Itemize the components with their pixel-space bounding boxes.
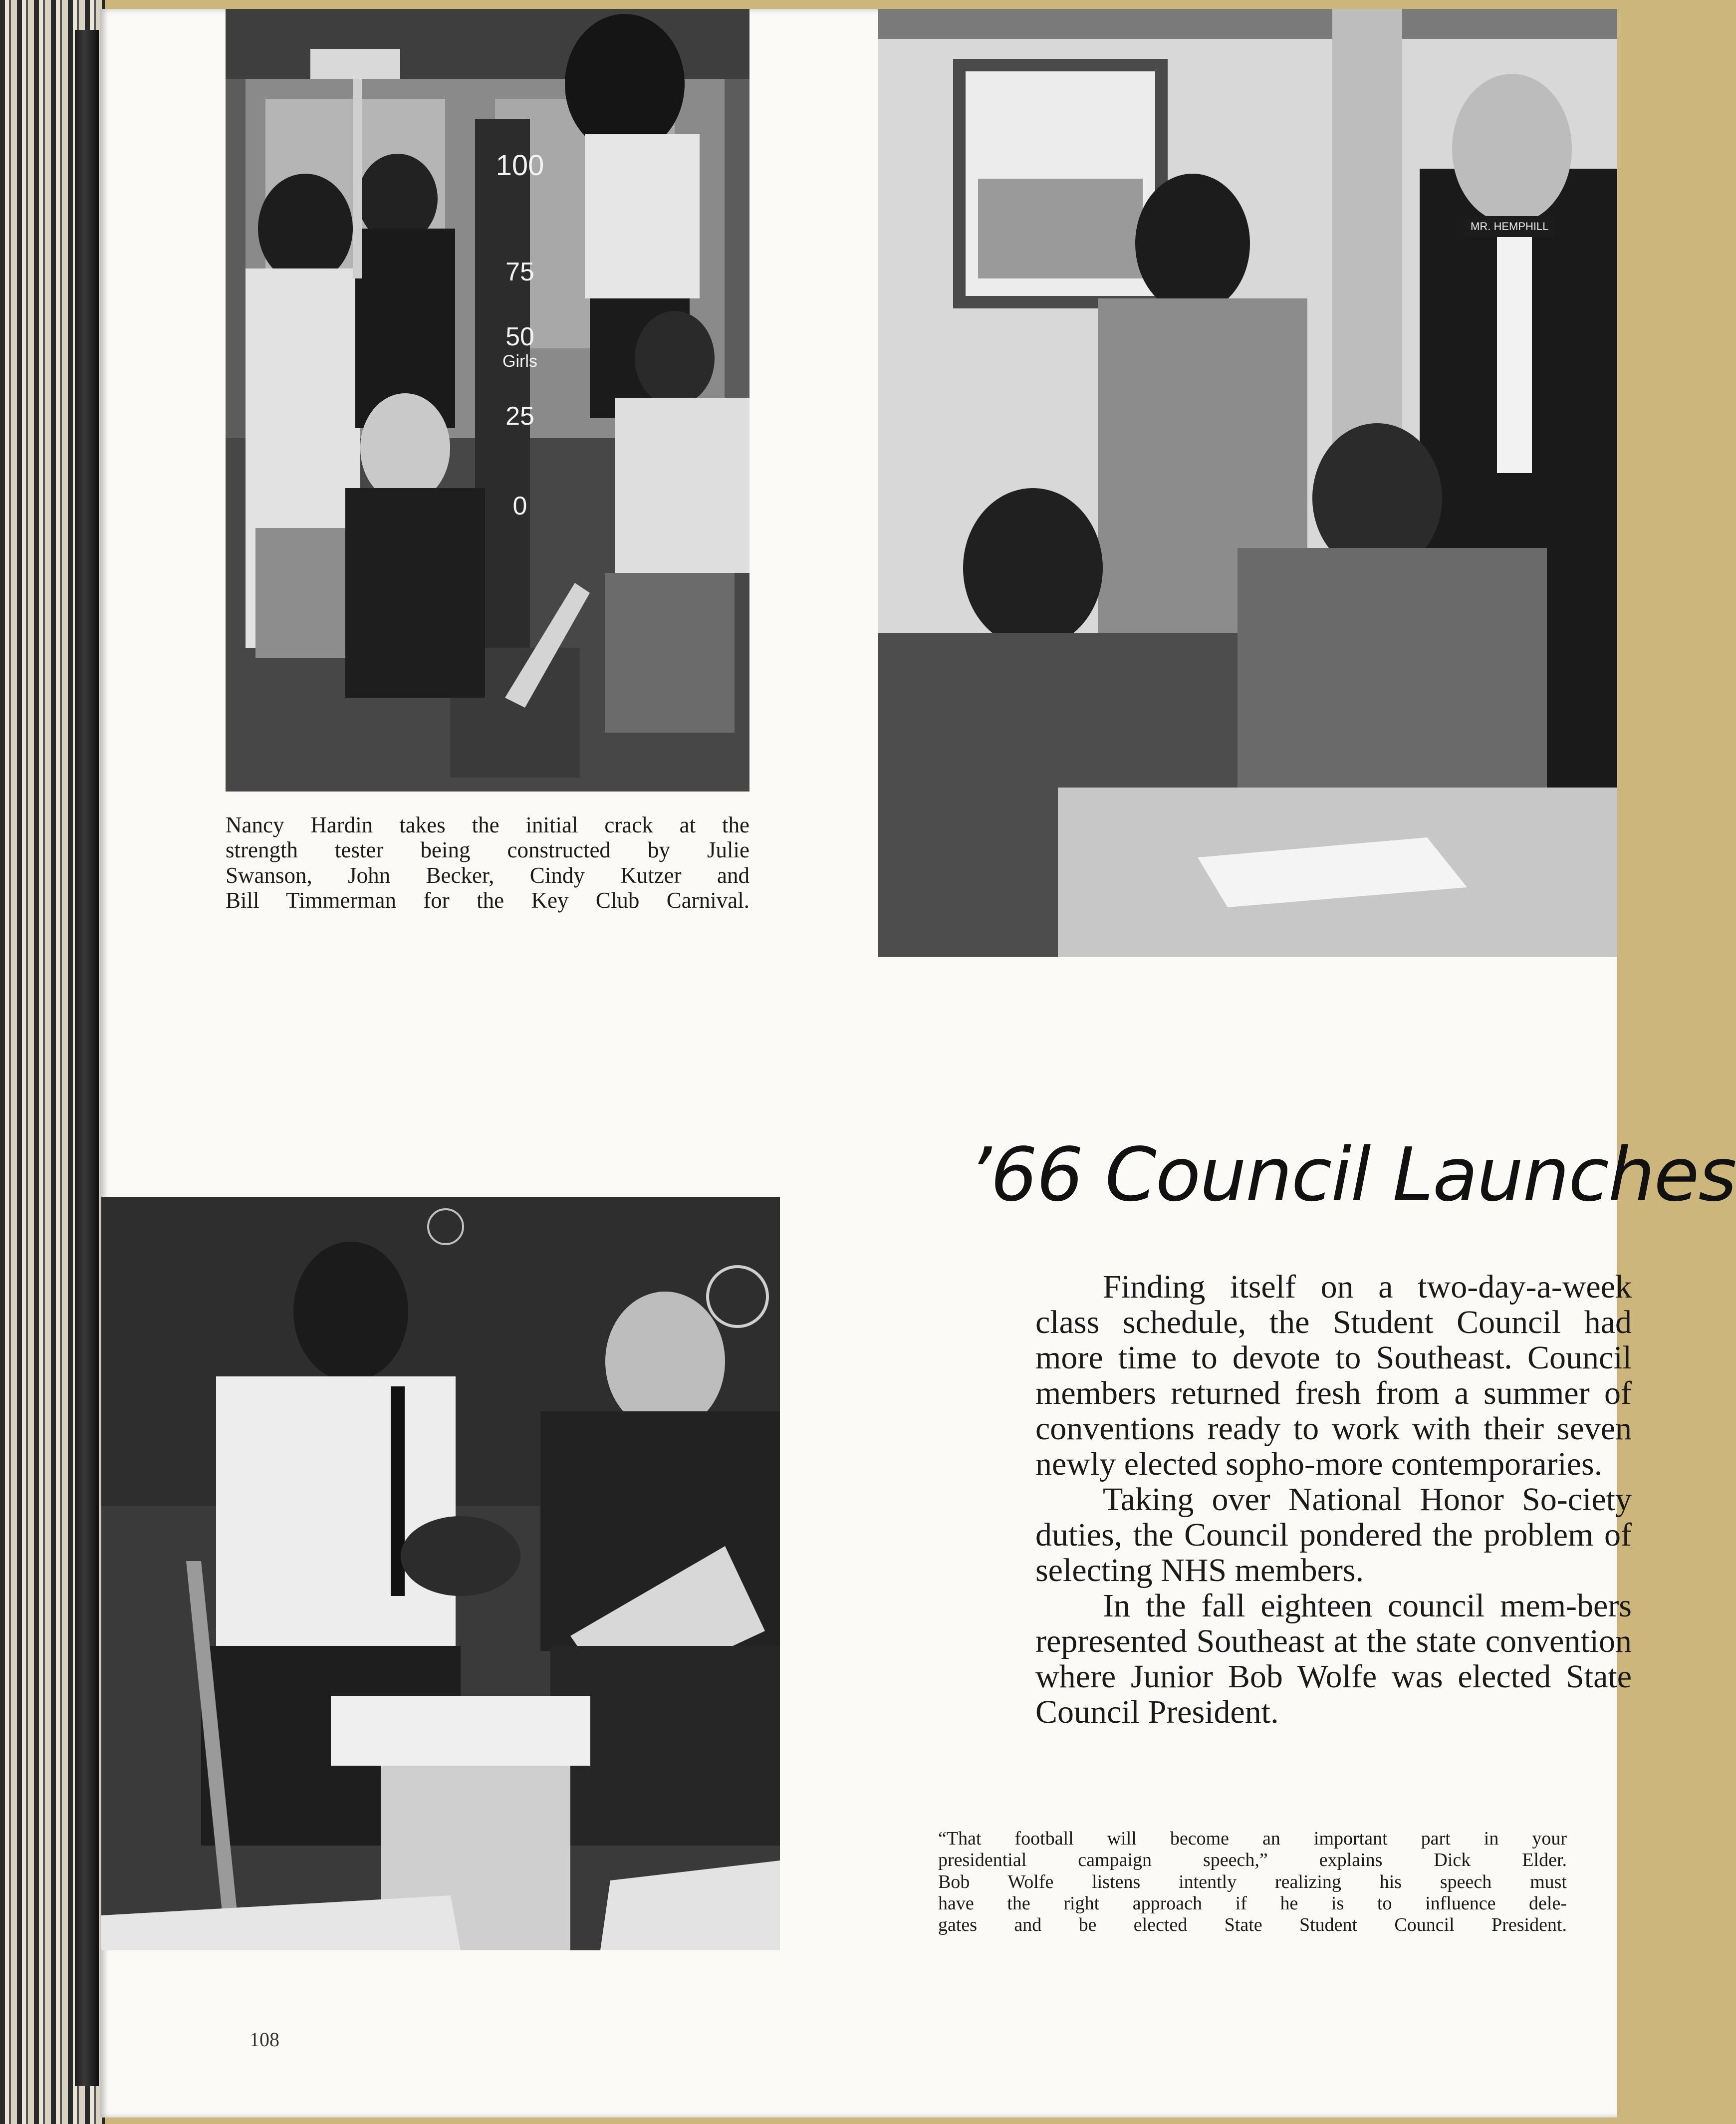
sign-label-100: 100 xyxy=(496,149,544,182)
caption-line: presidential campaign speech,” explains Dick Elder. xyxy=(938,1850,1567,1871)
caption-line: have the right approach if he is to influence dele- xyxy=(938,1892,1567,1914)
caption-line: Swanson, John Becker, Cindy Kutzer and xyxy=(226,862,749,888)
article-paragraph: Taking over National Honor So-ciety duties, the Council pondered the problem of selecting NHS members. xyxy=(1035,1481,1632,1589)
yearbook-page xyxy=(100,9,1736,2118)
photo-council-students-table xyxy=(878,9,1617,957)
football-campaign-illustration xyxy=(101,1197,780,1950)
article-headline: ’66 Council Launches xyxy=(968,1132,1736,1218)
strength-tester-labels xyxy=(490,129,550,521)
sign-label-0: 0 xyxy=(512,492,527,521)
photo-strength-tester xyxy=(226,9,749,792)
caption-line: Bob Wolfe listens intently realizing his speech must xyxy=(938,1871,1567,1892)
sign-label-25: 25 xyxy=(505,402,534,431)
article-body xyxy=(1035,1269,1632,1730)
photo-football-campaign xyxy=(101,1197,780,1950)
article-paragraph: In the fall eighteen council mem-bers represented Southeast at the state convention where Junior Bob Wolfe was elected State Council President. xyxy=(1035,1588,1632,1730)
sign-label-75: 75 xyxy=(505,258,534,286)
caption-line: Bill Timmerman for the Key Club Carnival. xyxy=(226,888,749,913)
strength-tester-illustration xyxy=(226,9,749,792)
article-paragraph: Finding itself on a two-day-a-week class schedule, the Student Council had more time to devote to Southeast. Council members returned fresh from a summer of conventions ready to work with their seven newly elected sopho-more contemporaries. xyxy=(1035,1269,1632,1482)
caption-line: “That football will become an important part in your xyxy=(938,1828,1567,1849)
caption-line: gates and be elected State Student Council President. xyxy=(938,1914,1567,1936)
page-number: 108 xyxy=(249,2028,279,2051)
nameplate-mr-hemphill: MR. HEMPHILL xyxy=(1465,216,1554,237)
book-spine-shadow xyxy=(75,30,99,2086)
council-table-illustration xyxy=(878,9,1617,957)
sign-label-50: 50 xyxy=(505,322,534,351)
caption-strength-tester xyxy=(226,812,749,913)
caption-football-campaign xyxy=(938,1828,1567,1936)
caption-line: Nancy Hardin takes the initial crack at the xyxy=(226,812,749,837)
caption-line: strength tester being constructed by Julie xyxy=(226,837,749,863)
sign-label-girls: Girls xyxy=(502,352,537,371)
